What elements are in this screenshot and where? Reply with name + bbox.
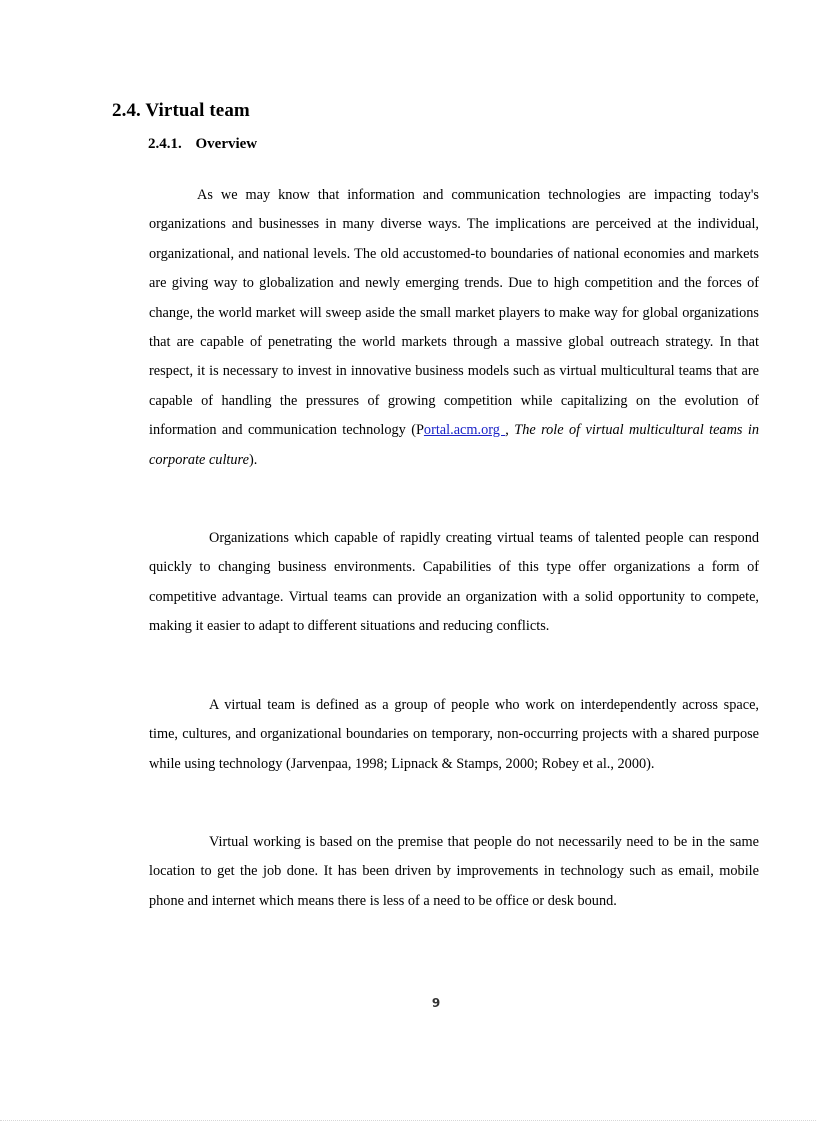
subsection-heading — [148, 136, 257, 153]
paragraph-3: A virtual team is defined as a group of people who work on interdependently across space, time, cultures, and organizational boundaries on temporary, non-occurring projects with a shared purpose while using technology (Jarvenpaa, 1998; Lipnack & Stamps, 2000; Robey et al., 2000). — [149, 697, 759, 772]
section-number: 2.4. — [112, 100, 141, 121]
paragraph-1 — [149, 181, 759, 475]
paragraph-4: Virtual working is based on the premise that people do not necessarily need to be in the same location to get the job done. It has been driven by improvements in technology such as email, mobile phone and internet which means there is less of a need to be office or desk bound. — [149, 834, 759, 909]
page-bottom-divider — [0, 1120, 816, 1121]
section-title: Virtual team — [145, 100, 250, 121]
portal-acm-link[interactable]: ortal.acm.org — [423, 422, 506, 439]
paragraph-1-end: ). — [248, 451, 258, 468]
cited-title: The role of virtual multicultural teams in corporate culture — [149, 422, 759, 468]
subsection-title: Overview — [195, 136, 258, 152]
subsection-number: 2.4.1. — [148, 136, 182, 152]
section-heading — [112, 100, 250, 122]
page-number: 9 — [431, 996, 441, 1010]
paragraph-1-text: As we may know that information and communication technologies are impacting today's organizations and businesses in many diverse ways. The implications are perceived at the individual, organizational, and national levels. The old accustomed-to boundaries of national economies and markets are giving way to globalization and newly emerging trends. Due to high competition and the forces of change, the world market will sweep aside the small market players to make way for global organizations that are capable of penetrating the world markets through a massive global outreach strategy. In that respect, it is necessary to invest in innovative business models such as virtual multicultural teams that are capable of handling the pressures of growing competition while capitalizing on the evolution of information and communication technology (P — [149, 187, 759, 439]
paragraph-1-separator: , — [505, 422, 515, 439]
paragraph-2: Organizations which capable of rapidly creating virtual teams of talented people can respond quickly to changing business environments. Capabilities of this type offer organizations a form of competitive advantage. Virtual teams can provide an organization with a solid opportunity to compete, making it easier to adapt to different situations and reducing conflicts. — [149, 530, 759, 635]
